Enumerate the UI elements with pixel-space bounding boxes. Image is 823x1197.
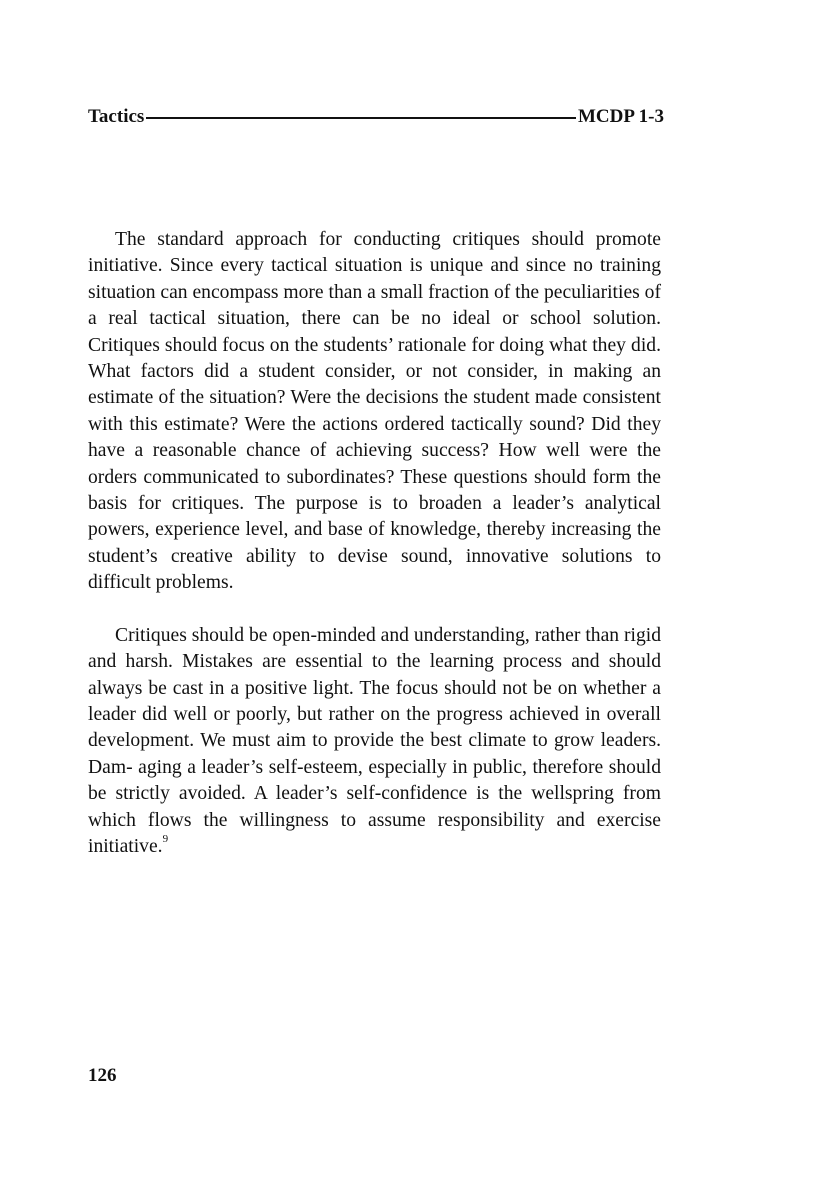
body-text <box>88 227 661 860</box>
header-rule <box>146 117 576 119</box>
header-book-title: Tactics <box>88 106 145 127</box>
header-publication-id: MCDP 1-3 <box>577 106 664 127</box>
paragraph-1-text: The standard approach for conducting critiques should promote initiative. Since every tactical situation is unique and since no training situation can encompass more than a small fraction of the peculiarities of a real tactical situation, there can be no ideal or school solution. Critiques should focus on the students’ rationale for doing what they did. What factors did a student consider, or not consider, in making an estimate of the situation? Were the decisions the student made consistent with this estimate? Were the actions ordered tactically sound? Did they have a reasonable chance of achieving success? How well were the orders communicated to subordinates? These questions should form the basis for critiques. The purpose is to broaden a leader’s analytical powers, experience level, and base of knowledge, thereby increasing the student’s creative ability to devise sound, innovative solutions to difficult problems. <box>88 229 661 594</box>
paragraph-1 <box>88 227 661 597</box>
running-header <box>88 104 664 130</box>
footnote-reference[interactable]: 9 <box>162 833 169 846</box>
page-number: 126 <box>88 1065 117 1086</box>
paragraph-2 <box>88 623 661 861</box>
paragraph-2-text: Critiques should be open-minded and understanding, rather than rigid and harsh. Mistakes are essential to the learning process and should always be cast in a positive light. The focus should not be on whether a leader did well or poorly, but rather on the progress achieved in overall development. We must aim to provide the best climate to grow leaders. Dam- aging a leader’s self-esteem, especially in public, therefore should be strictly avoided. A leader’s self-confidence is the wellspring from which flows the willingness to assume responsibility and exercise initiative. <box>88 624 661 857</box>
